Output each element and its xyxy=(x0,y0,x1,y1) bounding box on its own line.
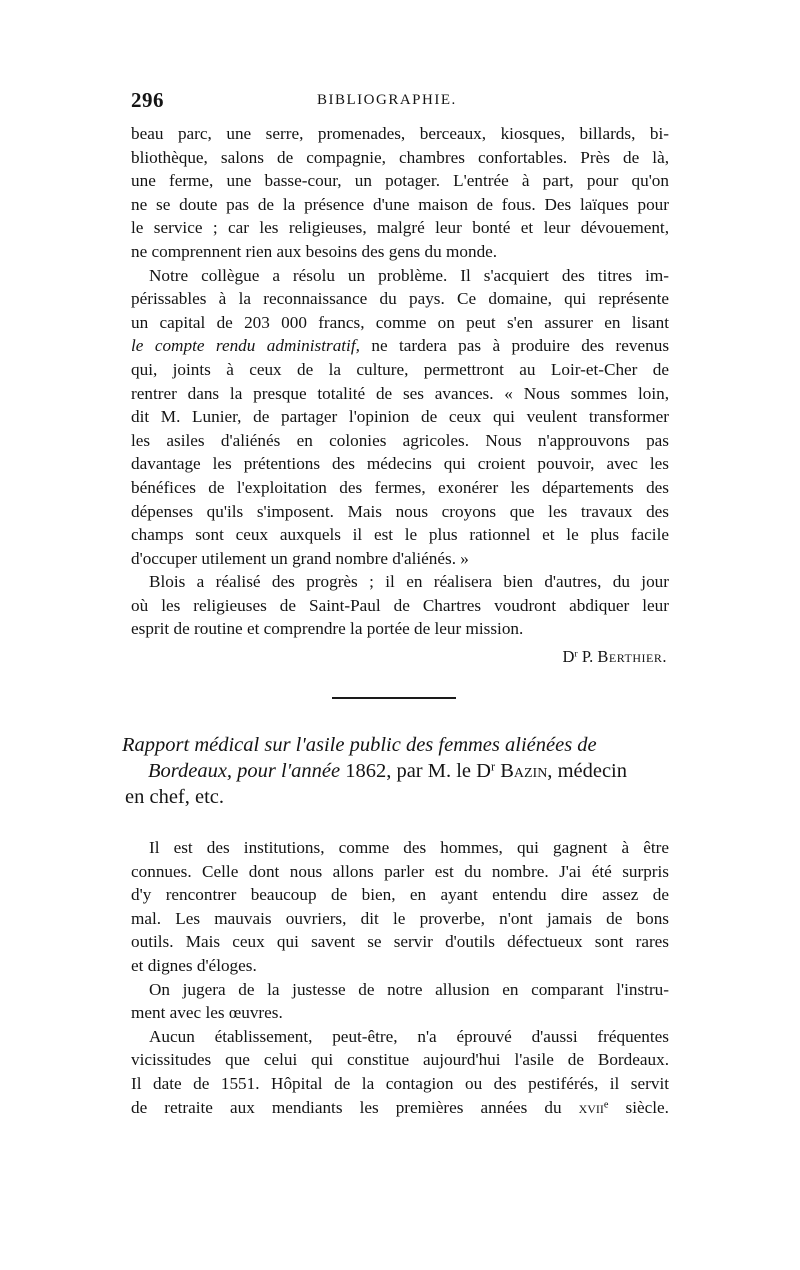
text-line: bliothèque, salons de compagnie, chambres confortables. Près de là, xyxy=(131,147,669,167)
author-signature xyxy=(131,645,669,669)
text-line-century xyxy=(131,1096,669,1120)
text-line: davantage les prétentions des médecins qui croient pouvoir, avec les xyxy=(131,454,669,474)
text-line: mal. Les mauvais ouvriers, dit le proverbe, n'ont jamais de bons xyxy=(131,908,669,928)
text-run: ne tardera pas à produire des revenus xyxy=(359,336,670,356)
text-line: beau parc, une serre, promenades, berceaux, kiosques, billards, bi- xyxy=(131,124,669,143)
text-line: vicissitudes que celui qui constitue aujourd'hui l'asile de Bordeaux. xyxy=(131,1050,669,1070)
article-title-italic: Rapport médical sur l'asile public des femmes aliénées de xyxy=(122,734,597,757)
text-line: On jugera de la justesse de notre allusion en comparant l'instru- xyxy=(149,979,669,999)
signature-prefix: D xyxy=(562,647,575,667)
text-line: outils. Mais ceux qui savent se servir d'outils défectueux sont rares xyxy=(131,932,669,952)
text-line: le service ; car les religieuses, malgré leur bonté et leur dévouement, xyxy=(131,218,669,238)
text-line: un capital de 203 000 francs, comme on peut s'en assurer en lisant xyxy=(131,312,669,332)
century-numeral: xvii xyxy=(578,1097,604,1117)
text-line: dit M. Lunier, de partager l'opinion de ceux qui veulent transformer xyxy=(131,407,669,427)
text-line: ment avec les œuvres. xyxy=(131,1003,283,1023)
text-line: d'occuper utilement un grand nombre d'aliénés. » xyxy=(131,548,469,568)
century-superscript: e xyxy=(603,1098,609,1110)
text-line: et dignes d'éloges. xyxy=(131,956,257,976)
paragraph-notre-collegue xyxy=(131,264,669,571)
text-line: qui, joints à ceux de la culture, permettront au Loir-et-Cher de xyxy=(131,359,669,379)
running-head xyxy=(131,88,669,122)
article-title-author: Bazin, xyxy=(495,760,553,783)
text-line: périssables à la reconnaissance du pays. Ce domaine, qui représente xyxy=(131,289,669,309)
text-line: ne comprennent rien aux besoins des gens du monde. xyxy=(131,241,498,261)
paragraph-institutions xyxy=(131,836,669,978)
paragraph-blois xyxy=(131,570,669,641)
article-body xyxy=(131,836,669,1119)
article-title-year: 1862, xyxy=(340,760,392,783)
article-title-role: médecin xyxy=(552,760,628,783)
text-line-with-italic xyxy=(131,334,669,358)
article-title-by: par M. le D xyxy=(391,760,491,783)
article-title-superscript: r xyxy=(490,759,496,774)
section-divider xyxy=(332,697,456,699)
paragraph-on-jugera xyxy=(131,978,669,1025)
paragraph-continuation xyxy=(131,122,669,264)
text-line: dépenses qu'ils s'imposent. Mais nous croyons que les travaux des xyxy=(131,501,669,521)
text-line: esprit de routine et comprendre la portée de leur mission. xyxy=(131,619,524,639)
text-run: siècle. xyxy=(608,1097,669,1117)
page-number: 296 xyxy=(131,88,164,112)
text-line: Il est des institutions, comme des hommes, qui gagnent à être xyxy=(149,838,669,858)
text-line: Il date de 1551. Hôpital de la contagion ou des pestiférés, il servit xyxy=(131,1074,669,1093)
signature-name: Berthier. xyxy=(597,647,667,667)
text-line: rentrer dans la presque totalité de ses avances. « Nous sommes loin, xyxy=(131,383,669,403)
article-title-line xyxy=(122,758,669,784)
text-line: Blois a réalisé des progrès ; il en réalisera bien d'autres, du jour xyxy=(149,572,669,592)
text-line: où les religieuses de Saint-Paul de Chartres voudront abdiquer leur xyxy=(131,595,669,615)
book-page xyxy=(122,88,670,1119)
article-title xyxy=(122,732,669,810)
text-line: les asiles d'aliénés en colonies agricoles. Nous n'approuvons pas xyxy=(131,430,669,450)
text-run: de retraite aux mendiants les premières années du xyxy=(131,1097,579,1117)
text-line: d'y rencontrer beaucoup de bien, en ayant entendu dire assez de xyxy=(131,885,669,905)
running-title: BIBLIOGRAPHIE. xyxy=(317,92,457,108)
text-line: ne se doute pas de la présence d'une maison de fous. Des laïques pour xyxy=(131,194,669,214)
signature-superscript: r xyxy=(574,648,578,660)
paragraph-aucun-etablissement xyxy=(131,1025,669,1119)
italic-title-reference: le compte rendu administratif, xyxy=(131,336,360,356)
text-line: Aucun établissement, peut-être, n'a éprouvé d'aussi fréquentes xyxy=(149,1026,669,1046)
text-line: Notre collègue a résolu un problème. Il s'acquiert des titres im- xyxy=(149,265,669,285)
article-title-line xyxy=(122,732,669,758)
text-line: champs sont ceux auxquels il est le plus rationnel et le plus facile xyxy=(131,525,669,545)
text-line: bénéfices de l'exploitation des fermes, exonérer les départements des xyxy=(131,477,669,497)
article-title-italic: Bordeaux, pour l'année xyxy=(148,760,341,783)
text-line: une ferme, une basse-cour, un potager. L'entrée à part, pour qu'on xyxy=(131,171,669,191)
signature-initial: P. xyxy=(577,647,598,667)
article-title-line: en chef, etc. xyxy=(125,786,225,809)
text-line: connues. Celle dont nous allons parler est du nombre. J'ai été surpris xyxy=(131,861,669,881)
